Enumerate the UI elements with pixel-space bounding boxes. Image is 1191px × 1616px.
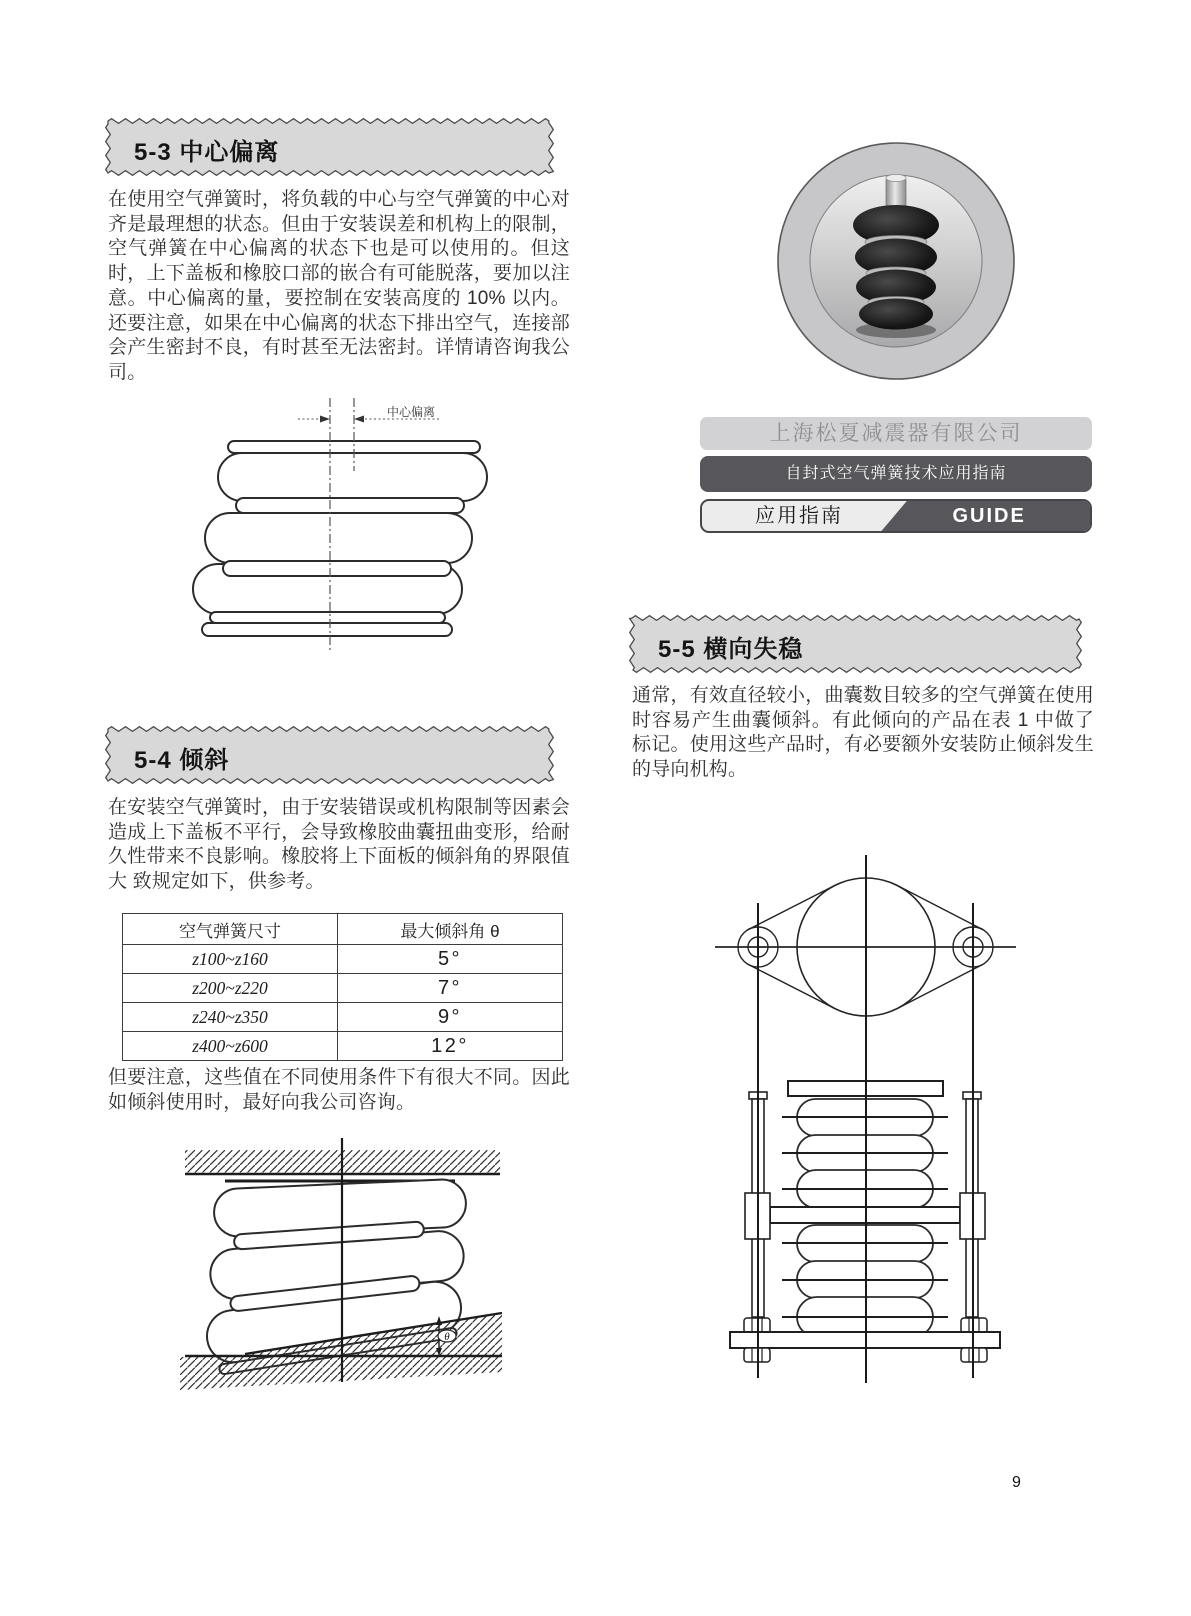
figure-5-3-offset-label: 中心偏离	[387, 405, 436, 419]
size-range: z200~z220	[123, 974, 338, 1003]
table-header-size: 空气弹簧尺寸	[123, 914, 338, 945]
tilt-angle-table	[122, 913, 563, 1061]
section-5-5-body: 通常，有效直径较小，曲囊数目较多的空气弹簧在使用时容易产生曲囊倾斜。有此倾向的产品在表 1 中做了标记。使用这些产品时，有必要额外安装防止倾斜发生的导向机构。	[632, 685, 1094, 781]
figure-tilted-bellows	[150, 1120, 570, 1410]
table-row	[123, 974, 563, 1003]
size-range: z400~z600	[123, 1032, 338, 1061]
section-5-3-title: 5-3 中心偏离	[134, 139, 280, 166]
section-5-4-note: 但要注意，这些值在不同使用条件下有很大不同。因此如倾斜使用时，最好向我公司咨询。	[108, 1067, 570, 1113]
section-5-4-title: 5-4 倾斜	[134, 747, 230, 774]
figure-guide-mechanism	[680, 818, 1030, 1390]
company-name-bar	[700, 417, 1092, 450]
table-row	[123, 945, 563, 974]
angle-value: 5°	[338, 945, 563, 974]
angle-value: 9°	[338, 1003, 563, 1032]
rubber-convolutions	[853, 205, 939, 330]
angle-value: 7°	[338, 974, 563, 1003]
figure-theta-label: θ	[444, 1331, 450, 1343]
guide-subtitle-bar	[700, 456, 1092, 492]
guide-label-en: GUIDE	[952, 505, 1026, 527]
vertical-centerlines	[758, 855, 973, 1383]
page-number: 9	[1012, 1474, 1021, 1491]
size-range: z100~z160	[123, 945, 338, 974]
table-row	[123, 1003, 563, 1032]
table-row	[123, 1032, 563, 1061]
section-5-4-header	[108, 729, 551, 781]
size-range: z240~z350	[123, 1003, 338, 1032]
section-5-5-title: 5-5 横向失稳	[658, 636, 804, 663]
section-5-5-header	[632, 618, 1079, 670]
table-header-angle: 最大倾斜角 θ	[338, 914, 563, 945]
section-5-3-body: 在使用空气弹簧时，将负载的中心与空气弹簧的中心对齐是最理想的状态。但由于安装误差和机构上的限制，空气弹簧在中心偏离的状态下也是可以使用的。但这时，上下盖板和橡胶口部的嵌合有可能脱落，要加以注意。中心偏离的量，要控制在安装高度的 10% 以内。还要注意，如果在中心偏离的状态下排出空气，连接部会产生密封不良，有时甚至无法密封。详情请咨询我公司。	[108, 189, 570, 383]
guide-subtitle: 自封式空气弹簧技术应用指南	[785, 465, 1007, 482]
guide-label-cn: 应用指南	[755, 505, 843, 527]
table-header-row	[123, 914, 563, 945]
guide-label-bar	[700, 499, 1092, 533]
air-spring-product-photo	[773, 138, 1019, 384]
angle-value: 12°	[338, 1032, 563, 1061]
section-5-3-header	[108, 121, 551, 173]
figure-center-offset-bellows	[150, 383, 570, 668]
section-5-4-body: 在安装空气弹簧时，由于安装错误或机构限制等因素会造成上下盖板不平行，会导致橡胶曲囊扭曲变形，给耐久性带来不良影响。橡胶将上下面板的倾斜角的界限值大 致规定如下，供参考。	[108, 797, 570, 893]
company-name: 上海松夏减震器有限公司	[769, 422, 1023, 445]
